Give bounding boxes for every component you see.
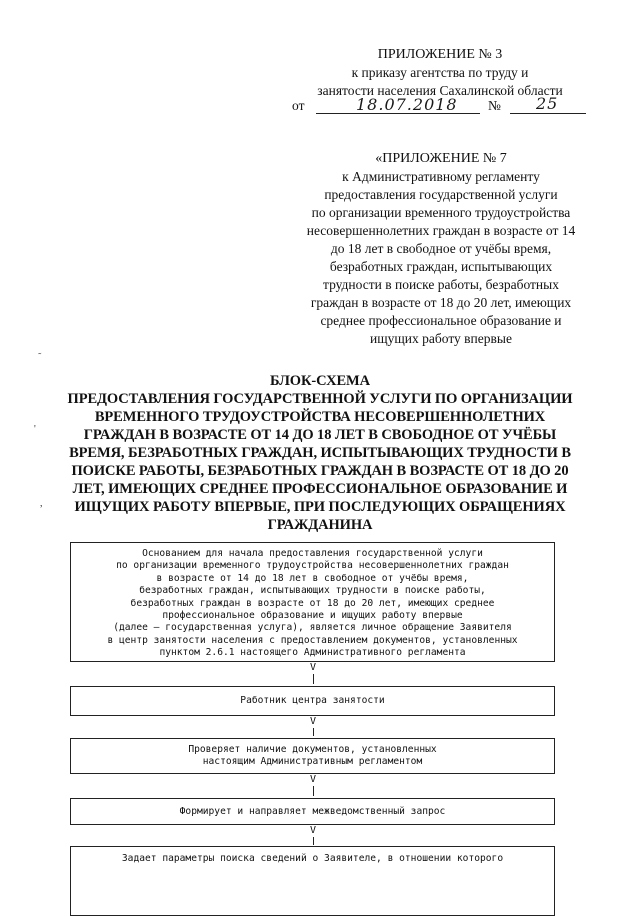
annex7-title: «ПРИЛОЖЕНИЕ № 7 bbox=[375, 151, 507, 166]
arrow-down-icon: V bbox=[309, 662, 317, 673]
heading-line: ЛЕТ, ИМЕЮЩИХ СРЕДНЕЕ ПРОФЕССИОНАЛЬНОЕ ОБРАЗОВАНИЕ И bbox=[72, 481, 568, 497]
flow-box-line: безработных граждан в возрасте от 18 до 20 лет, имеющих среднее bbox=[130, 597, 495, 609]
arrow-down-icon: V bbox=[309, 716, 317, 727]
order-date-number-line bbox=[292, 94, 592, 118]
annex7-line: среднее профессиональное образование и bbox=[320, 313, 562, 328]
annex3-header bbox=[290, 46, 590, 100]
from-label: от bbox=[292, 98, 305, 113]
flow-box-line: Задает параметры поиска сведений о Заявителе, в отношении которого bbox=[121, 853, 504, 864]
heading-line: ИЩУЩИХ РАБОТУ ВПЕРВЫЕ, ПРИ ПОСЛЕДУЮЩИХ ОБРАЩЕНИЯХ bbox=[74, 499, 566, 515]
annex7-line: трудности в поиске работы, безработных bbox=[323, 277, 559, 292]
flow-box-line: настоящим Административным регламентом bbox=[202, 756, 423, 768]
flow-box-check-documents bbox=[70, 738, 555, 774]
annex7-line: несовершеннолетних граждан в возрасте от 14 bbox=[306, 223, 576, 238]
flow-box-basis bbox=[70, 542, 555, 662]
number-underline bbox=[510, 113, 586, 114]
flow-box-line: безработных граждан, испытывающих трудности в поиске работы, bbox=[139, 585, 486, 597]
heading-line: ГРАЖДАНИНА bbox=[267, 517, 373, 533]
heading-line: ГРАЖДАН В ВОЗРАСТЕ ОТ 14 ДО 18 ЛЕТ В СВОБОДНОЕ ОТ УЧЁБЫ bbox=[83, 427, 557, 443]
heading-line: БЛОК-СХЕМА bbox=[269, 373, 371, 389]
flow-box-line: (далее – государственная услуга), является личное обращение Заявителя bbox=[113, 622, 512, 634]
handwritten-date: 18.07.2018 bbox=[356, 95, 458, 114]
annex7-line: по организации временного трудоустройства bbox=[311, 205, 571, 220]
flow-arrow bbox=[303, 774, 323, 796]
flow-arrow bbox=[303, 662, 323, 684]
flow-box-text: Формирует и направляет межведомственный запрос bbox=[179, 806, 446, 817]
heading-line: ВРЕМЕННОГО ТРУДОУСТРОЙСТВА НЕСОВЕРШЕННОЛЕТНИХ bbox=[94, 409, 546, 425]
flow-box-line: по организации временного трудоустройства несовершеннолетних граждан bbox=[116, 560, 509, 572]
arrow-down-icon: V bbox=[309, 774, 317, 785]
annex3-line1: к приказу агентства по труду и bbox=[351, 65, 529, 80]
flow-box-employee bbox=[70, 686, 555, 716]
annex7-line: предоставления государственной услуги bbox=[324, 187, 558, 202]
scan-mark: ' bbox=[34, 424, 36, 435]
flow-box-line: Проверяет наличие документов, установленных bbox=[188, 744, 437, 755]
flow-box-line: в возрасте от 14 до 18 лет в свободное от учёбы время, bbox=[156, 572, 469, 584]
annex7-line: до 18 лет в свободное от учёбы время, bbox=[330, 241, 552, 256]
flow-arrow bbox=[303, 825, 323, 845]
flow-box-text: Работник центра занятости bbox=[240, 695, 385, 706]
heading-line: ПОИСКЕ РАБОТЫ, БЕЗРАБОТНЫХ ГРАЖДАН В ВОЗРАСТЕ ОТ 18 ДО 20 bbox=[71, 463, 569, 479]
flow-box-line: Основанием для начала предоставления государственной услуги bbox=[142, 548, 483, 559]
heading-line: ПРЕДОСТАВЛЕНИЯ ГОСУДАРСТВЕННОЙ УСЛУГИ ПО ОРГАНИЗАЦИИ bbox=[67, 391, 573, 407]
flow-box-line: пунктом 2.6.1 настоящего Административного регламента bbox=[159, 647, 466, 659]
annex3-line2: занятости населения Сахалинской области bbox=[317, 83, 563, 98]
flow-box-line: профессиональное образование и ищущих работу впервые bbox=[162, 610, 463, 622]
flow-box-search-params bbox=[70, 846, 555, 916]
annex7-line: безработных граждан, испытывающих bbox=[329, 259, 553, 274]
flow-box-interagency-request bbox=[70, 798, 555, 825]
annex3-title: ПРИЛОЖЕНИЕ № 3 bbox=[377, 47, 503, 62]
flow-box-line: в центр занятости населения с предоставлением документов, установленных bbox=[107, 634, 518, 646]
scan-mark: , bbox=[40, 498, 43, 509]
annex7-header bbox=[286, 150, 596, 348]
annex7-line: к Административному регламенту bbox=[342, 169, 540, 184]
arrow-down-icon: V bbox=[309, 825, 317, 836]
flow-arrow bbox=[303, 716, 323, 736]
block-scheme-heading bbox=[40, 372, 600, 534]
annex7-line: ищущих работу впервые bbox=[370, 331, 512, 346]
annex7-line: граждан в возрасте от 18 до 20 лет, имеющих bbox=[310, 295, 572, 310]
handwritten-number: 25 bbox=[536, 94, 559, 113]
heading-line: ВРЕМЯ, БЕЗРАБОТНЫХ ГРАЖДАН, ИСПЫТЫВАЮЩИХ ТРУДНОСТИ В bbox=[69, 445, 571, 461]
number-label: № bbox=[488, 98, 501, 113]
scan-mark: ˜ bbox=[38, 352, 42, 363]
